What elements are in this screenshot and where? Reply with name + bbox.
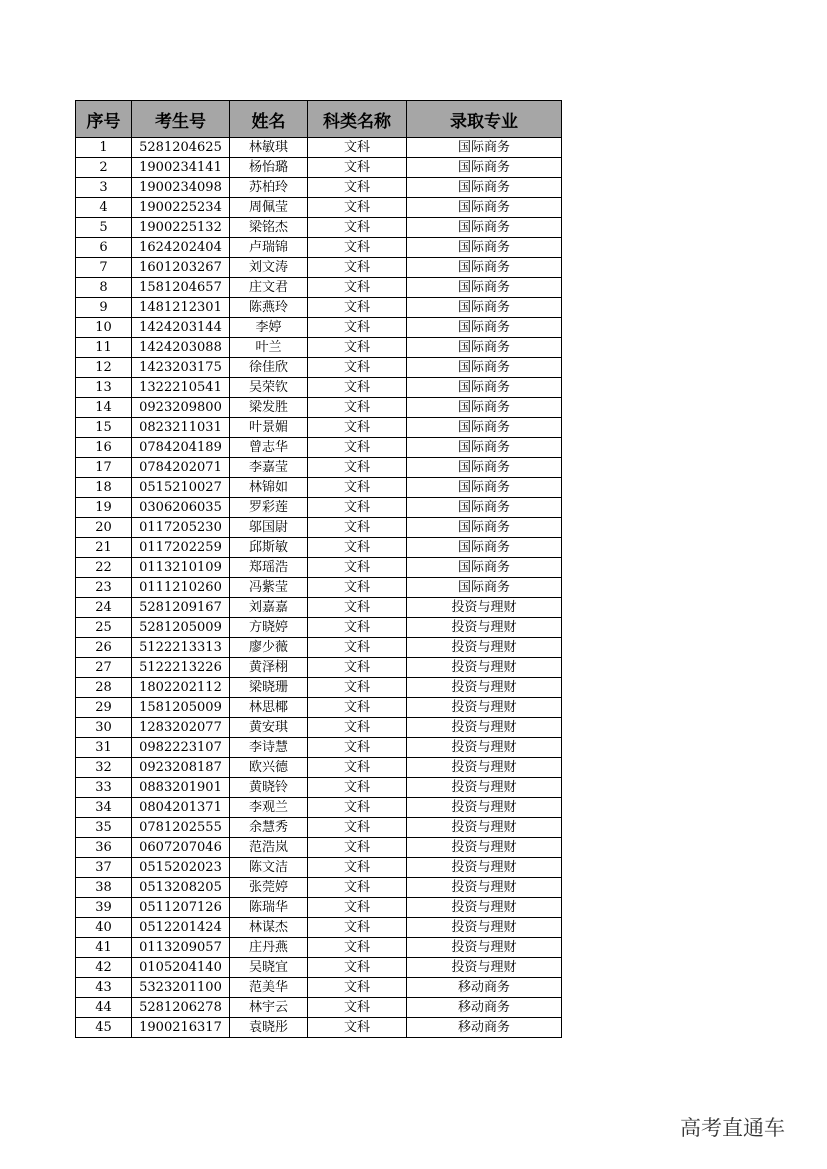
cell-seq: 25 xyxy=(76,618,132,638)
cell-candidate-id: 0117205230 xyxy=(132,518,230,538)
cell-major: 国际商务 xyxy=(407,138,562,158)
cell-seq: 9 xyxy=(76,298,132,318)
table-row xyxy=(76,798,562,818)
cell-name: 梁铭杰 xyxy=(230,218,308,238)
cell-candidate-id: 1900225234 xyxy=(132,198,230,218)
table-row xyxy=(76,438,562,458)
table-row xyxy=(76,718,562,738)
cell-name: 范美华 xyxy=(230,978,308,998)
cell-category: 文科 xyxy=(308,738,407,758)
cell-category: 文科 xyxy=(308,678,407,698)
cell-category: 文科 xyxy=(308,478,407,498)
table-row xyxy=(76,378,562,398)
cell-major: 国际商务 xyxy=(407,398,562,418)
cell-seq: 14 xyxy=(76,398,132,418)
cell-major: 国际商务 xyxy=(407,238,562,258)
cell-candidate-id: 5122213226 xyxy=(132,658,230,678)
cell-category: 文科 xyxy=(308,658,407,678)
cell-category: 文科 xyxy=(308,238,407,258)
cell-candidate-id: 1900216317 xyxy=(132,1018,230,1038)
cell-category: 文科 xyxy=(308,698,407,718)
table-row xyxy=(76,498,562,518)
cell-candidate-id: 0804201371 xyxy=(132,798,230,818)
cell-seq: 38 xyxy=(76,878,132,898)
cell-major: 国际商务 xyxy=(407,478,562,498)
cell-major: 投资与理财 xyxy=(407,678,562,698)
cell-candidate-id: 0923208187 xyxy=(132,758,230,778)
cell-category: 文科 xyxy=(308,138,407,158)
cell-category: 文科 xyxy=(308,258,407,278)
table-row xyxy=(76,738,562,758)
cell-major: 国际商务 xyxy=(407,378,562,398)
table-row xyxy=(76,138,562,158)
cell-seq: 40 xyxy=(76,918,132,938)
cell-category: 文科 xyxy=(308,438,407,458)
cell-candidate-id: 0113209057 xyxy=(132,938,230,958)
cell-name: 庄丹燕 xyxy=(230,938,308,958)
cell-candidate-id: 0784204189 xyxy=(132,438,230,458)
cell-seq: 7 xyxy=(76,258,132,278)
cell-category: 文科 xyxy=(308,398,407,418)
table-row xyxy=(76,658,562,678)
table-row xyxy=(76,818,562,838)
cell-candidate-id: 1581204657 xyxy=(132,278,230,298)
cell-seq: 23 xyxy=(76,578,132,598)
header-row xyxy=(76,101,562,138)
cell-category: 文科 xyxy=(308,498,407,518)
cell-category: 文科 xyxy=(308,418,407,438)
cell-seq: 42 xyxy=(76,958,132,978)
cell-name: 黄晓铃 xyxy=(230,778,308,798)
cell-category: 文科 xyxy=(308,858,407,878)
table-row xyxy=(76,1018,562,1038)
cell-name: 邬国尉 xyxy=(230,518,308,538)
cell-category: 文科 xyxy=(308,198,407,218)
cell-name: 林敏琪 xyxy=(230,138,308,158)
cell-category: 文科 xyxy=(308,958,407,978)
cell-seq: 5 xyxy=(76,218,132,238)
table-row xyxy=(76,238,562,258)
cell-major: 投资与理财 xyxy=(407,778,562,798)
cell-major: 投资与理财 xyxy=(407,718,562,738)
cell-major: 国际商务 xyxy=(407,318,562,338)
table-row xyxy=(76,678,562,698)
cell-seq: 19 xyxy=(76,498,132,518)
cell-name: 庄文君 xyxy=(230,278,308,298)
cell-major: 投资与理财 xyxy=(407,918,562,938)
table-row xyxy=(76,398,562,418)
cell-seq: 20 xyxy=(76,518,132,538)
cell-name: 杨怡璐 xyxy=(230,158,308,178)
cell-major: 投资与理财 xyxy=(407,938,562,958)
table-row xyxy=(76,338,562,358)
cell-category: 文科 xyxy=(308,538,407,558)
cell-seq: 4 xyxy=(76,198,132,218)
cell-name: 冯紫莹 xyxy=(230,578,308,598)
cell-name: 欧兴德 xyxy=(230,758,308,778)
table-row xyxy=(76,318,562,338)
table-row xyxy=(76,978,562,998)
cell-seq: 24 xyxy=(76,598,132,618)
cell-category: 文科 xyxy=(308,578,407,598)
table-row xyxy=(76,358,562,378)
cell-seq: 21 xyxy=(76,538,132,558)
cell-seq: 35 xyxy=(76,818,132,838)
cell-candidate-id: 5122213313 xyxy=(132,638,230,658)
table-row xyxy=(76,418,562,438)
cell-candidate-id: 0784202071 xyxy=(132,458,230,478)
cell-category: 文科 xyxy=(308,178,407,198)
cell-major: 投资与理财 xyxy=(407,838,562,858)
cell-name: 曾志华 xyxy=(230,438,308,458)
table-row xyxy=(76,898,562,918)
cell-seq: 6 xyxy=(76,238,132,258)
cell-major: 投资与理财 xyxy=(407,658,562,678)
cell-candidate-id: 0105204140 xyxy=(132,958,230,978)
cell-category: 文科 xyxy=(308,358,407,378)
cell-category: 文科 xyxy=(308,998,407,1018)
cell-category: 文科 xyxy=(308,598,407,618)
table-row xyxy=(76,858,562,878)
header-seq: 序号 xyxy=(76,101,132,138)
cell-category: 文科 xyxy=(308,318,407,338)
cell-major: 国际商务 xyxy=(407,338,562,358)
cell-major: 投资与理财 xyxy=(407,758,562,778)
cell-candidate-id: 0607207046 xyxy=(132,838,230,858)
table-row xyxy=(76,778,562,798)
header-category: 科类名称 xyxy=(308,101,407,138)
cell-major: 国际商务 xyxy=(407,558,562,578)
table-row xyxy=(76,618,562,638)
cell-category: 文科 xyxy=(308,218,407,238)
cell-category: 文科 xyxy=(308,298,407,318)
table-row xyxy=(76,218,562,238)
table-row xyxy=(76,518,562,538)
cell-candidate-id: 0883201901 xyxy=(132,778,230,798)
cell-candidate-id: 1481212301 xyxy=(132,298,230,318)
cell-major: 投资与理财 xyxy=(407,638,562,658)
table-row xyxy=(76,918,562,938)
cell-seq: 2 xyxy=(76,158,132,178)
cell-seq: 41 xyxy=(76,938,132,958)
cell-major: 移动商务 xyxy=(407,978,562,998)
cell-seq: 44 xyxy=(76,998,132,1018)
cell-candidate-id: 1423203175 xyxy=(132,358,230,378)
cell-candidate-id: 0923209800 xyxy=(132,398,230,418)
table-row xyxy=(76,578,562,598)
cell-seq: 12 xyxy=(76,358,132,378)
cell-candidate-id: 0515210027 xyxy=(132,478,230,498)
cell-name: 范浩岚 xyxy=(230,838,308,858)
cell-major: 投资与理财 xyxy=(407,698,562,718)
cell-category: 文科 xyxy=(308,938,407,958)
cell-major: 国际商务 xyxy=(407,258,562,278)
cell-seq: 11 xyxy=(76,338,132,358)
cell-major: 投资与理财 xyxy=(407,798,562,818)
cell-major: 国际商务 xyxy=(407,278,562,298)
cell-major: 投资与理财 xyxy=(407,958,562,978)
cell-candidate-id: 5323201100 xyxy=(132,978,230,998)
table-row xyxy=(76,178,562,198)
cell-major: 投资与理财 xyxy=(407,818,562,838)
cell-candidate-id: 0781202555 xyxy=(132,818,230,838)
cell-name: 黄安琪 xyxy=(230,718,308,738)
cell-name: 叶兰 xyxy=(230,338,308,358)
cell-major: 国际商务 xyxy=(407,198,562,218)
cell-candidate-id: 1802202112 xyxy=(132,678,230,698)
cell-seq: 39 xyxy=(76,898,132,918)
cell-category: 文科 xyxy=(308,878,407,898)
cell-candidate-id: 0511207126 xyxy=(132,898,230,918)
cell-category: 文科 xyxy=(308,158,407,178)
cell-candidate-id: 5281205009 xyxy=(132,618,230,638)
cell-seq: 18 xyxy=(76,478,132,498)
cell-category: 文科 xyxy=(308,378,407,398)
cell-name: 方晓婷 xyxy=(230,618,308,638)
cell-seq: 1 xyxy=(76,138,132,158)
cell-candidate-id: 1424203088 xyxy=(132,338,230,358)
table-row xyxy=(76,878,562,898)
cell-category: 文科 xyxy=(308,458,407,478)
table-row xyxy=(76,158,562,178)
cell-candidate-id: 1601203267 xyxy=(132,258,230,278)
cell-major: 国际商务 xyxy=(407,178,562,198)
cell-name: 吴晓宜 xyxy=(230,958,308,978)
cell-category: 文科 xyxy=(308,838,407,858)
cell-name: 林锦如 xyxy=(230,478,308,498)
cell-seq: 31 xyxy=(76,738,132,758)
table-row xyxy=(76,478,562,498)
cell-candidate-id: 1283202077 xyxy=(132,718,230,738)
cell-major: 投资与理财 xyxy=(407,598,562,618)
cell-name: 张莞婷 xyxy=(230,878,308,898)
cell-candidate-id: 1322210541 xyxy=(132,378,230,398)
cell-major: 移动商务 xyxy=(407,998,562,1018)
cell-seq: 45 xyxy=(76,1018,132,1038)
table-row xyxy=(76,538,562,558)
cell-major: 投资与理财 xyxy=(407,618,562,638)
cell-name: 林宇云 xyxy=(230,998,308,1018)
cell-category: 文科 xyxy=(308,918,407,938)
cell-name: 黄泽栩 xyxy=(230,658,308,678)
cell-major: 国际商务 xyxy=(407,578,562,598)
cell-name: 林谋杰 xyxy=(230,918,308,938)
cell-seq: 17 xyxy=(76,458,132,478)
cell-candidate-id: 0515202023 xyxy=(132,858,230,878)
cell-candidate-id: 5281204625 xyxy=(132,138,230,158)
table-row xyxy=(76,258,562,278)
cell-category: 文科 xyxy=(308,338,407,358)
cell-seq: 3 xyxy=(76,178,132,198)
cell-candidate-id: 1424203144 xyxy=(132,318,230,338)
table-row xyxy=(76,598,562,618)
cell-seq: 8 xyxy=(76,278,132,298)
table-row xyxy=(76,298,562,318)
cell-name: 陈文洁 xyxy=(230,858,308,878)
cell-category: 文科 xyxy=(308,1018,407,1038)
cell-seq: 10 xyxy=(76,318,132,338)
admission-table xyxy=(75,100,562,1038)
cell-major: 投资与理财 xyxy=(407,738,562,758)
cell-candidate-id: 0113210109 xyxy=(132,558,230,578)
cell-candidate-id: 0111210260 xyxy=(132,578,230,598)
table-row xyxy=(76,998,562,1018)
cell-name: 郑瑶浩 xyxy=(230,558,308,578)
watermark: 高考直通车 xyxy=(680,1116,785,1140)
cell-candidate-id: 0306206035 xyxy=(132,498,230,518)
cell-major: 国际商务 xyxy=(407,518,562,538)
cell-name: 吴荣钦 xyxy=(230,378,308,398)
cell-seq: 30 xyxy=(76,718,132,738)
cell-major: 国际商务 xyxy=(407,538,562,558)
cell-name: 李观兰 xyxy=(230,798,308,818)
cell-category: 文科 xyxy=(308,558,407,578)
cell-name: 刘文涛 xyxy=(230,258,308,278)
table-row xyxy=(76,958,562,978)
cell-seq: 27 xyxy=(76,658,132,678)
cell-category: 文科 xyxy=(308,758,407,778)
cell-name: 李诗慧 xyxy=(230,738,308,758)
header-major: 录取专业 xyxy=(407,101,562,138)
cell-name: 余慧秀 xyxy=(230,818,308,838)
cell-major: 国际商务 xyxy=(407,298,562,318)
cell-category: 文科 xyxy=(308,638,407,658)
cell-candidate-id: 1900225132 xyxy=(132,218,230,238)
cell-seq: 26 xyxy=(76,638,132,658)
cell-seq: 43 xyxy=(76,978,132,998)
table-row xyxy=(76,838,562,858)
cell-major: 国际商务 xyxy=(407,458,562,478)
cell-name: 李婷 xyxy=(230,318,308,338)
cell-seq: 28 xyxy=(76,678,132,698)
cell-category: 文科 xyxy=(308,518,407,538)
cell-seq: 16 xyxy=(76,438,132,458)
cell-name: 李嘉莹 xyxy=(230,458,308,478)
table-row xyxy=(76,698,562,718)
cell-name: 叶景媚 xyxy=(230,418,308,438)
table-row xyxy=(76,278,562,298)
table-row xyxy=(76,938,562,958)
cell-major: 投资与理财 xyxy=(407,858,562,878)
cell-name: 徐佳欣 xyxy=(230,358,308,378)
cell-category: 文科 xyxy=(308,778,407,798)
cell-name: 梁发胜 xyxy=(230,398,308,418)
cell-candidate-id: 1900234098 xyxy=(132,178,230,198)
cell-name: 袁晓彤 xyxy=(230,1018,308,1038)
cell-candidate-id: 0823211031 xyxy=(132,418,230,438)
cell-name: 廖少薇 xyxy=(230,638,308,658)
cell-seq: 32 xyxy=(76,758,132,778)
cell-category: 文科 xyxy=(308,818,407,838)
cell-seq: 34 xyxy=(76,798,132,818)
cell-major: 国际商务 xyxy=(407,218,562,238)
cell-name: 梁晓珊 xyxy=(230,678,308,698)
cell-major: 国际商务 xyxy=(407,358,562,378)
cell-candidate-id: 0512201424 xyxy=(132,918,230,938)
cell-name: 陈燕玲 xyxy=(230,298,308,318)
cell-category: 文科 xyxy=(308,798,407,818)
cell-major: 国际商务 xyxy=(407,158,562,178)
cell-seq: 29 xyxy=(76,698,132,718)
cell-seq: 33 xyxy=(76,778,132,798)
cell-category: 文科 xyxy=(308,978,407,998)
cell-name: 周佩莹 xyxy=(230,198,308,218)
cell-candidate-id: 1624202404 xyxy=(132,238,230,258)
header-candidate-id: 考生号 xyxy=(132,101,230,138)
cell-category: 文科 xyxy=(308,718,407,738)
cell-candidate-id: 5281206278 xyxy=(132,998,230,1018)
table-row xyxy=(76,758,562,778)
cell-major: 投资与理财 xyxy=(407,878,562,898)
table-row xyxy=(76,198,562,218)
table-body xyxy=(76,138,562,1038)
cell-name: 邱斯敏 xyxy=(230,538,308,558)
table-row xyxy=(76,638,562,658)
cell-name: 卢瑞锦 xyxy=(230,238,308,258)
cell-seq: 22 xyxy=(76,558,132,578)
cell-category: 文科 xyxy=(308,898,407,918)
cell-major: 国际商务 xyxy=(407,418,562,438)
cell-name: 刘嘉嘉 xyxy=(230,598,308,618)
cell-seq: 37 xyxy=(76,858,132,878)
cell-name: 陈瑞华 xyxy=(230,898,308,918)
cell-candidate-id: 5281209167 xyxy=(132,598,230,618)
cell-name: 苏柏玲 xyxy=(230,178,308,198)
cell-candidate-id: 0982223107 xyxy=(132,738,230,758)
cell-seq: 36 xyxy=(76,838,132,858)
cell-major: 国际商务 xyxy=(407,438,562,458)
cell-candidate-id: 0117202259 xyxy=(132,538,230,558)
cell-candidate-id: 0513208205 xyxy=(132,878,230,898)
cell-major: 国际商务 xyxy=(407,498,562,518)
table-row xyxy=(76,558,562,578)
cell-category: 文科 xyxy=(308,278,407,298)
cell-candidate-id: 1900234141 xyxy=(132,158,230,178)
cell-seq: 13 xyxy=(76,378,132,398)
cell-major: 投资与理财 xyxy=(407,898,562,918)
table-row xyxy=(76,458,562,478)
cell-name: 林思椰 xyxy=(230,698,308,718)
cell-candidate-id: 1581205009 xyxy=(132,698,230,718)
cell-name: 罗彩莲 xyxy=(230,498,308,518)
cell-category: 文科 xyxy=(308,618,407,638)
header-name: 姓名 xyxy=(230,101,308,138)
cell-major: 移动商务 xyxy=(407,1018,562,1038)
cell-seq: 15 xyxy=(76,418,132,438)
